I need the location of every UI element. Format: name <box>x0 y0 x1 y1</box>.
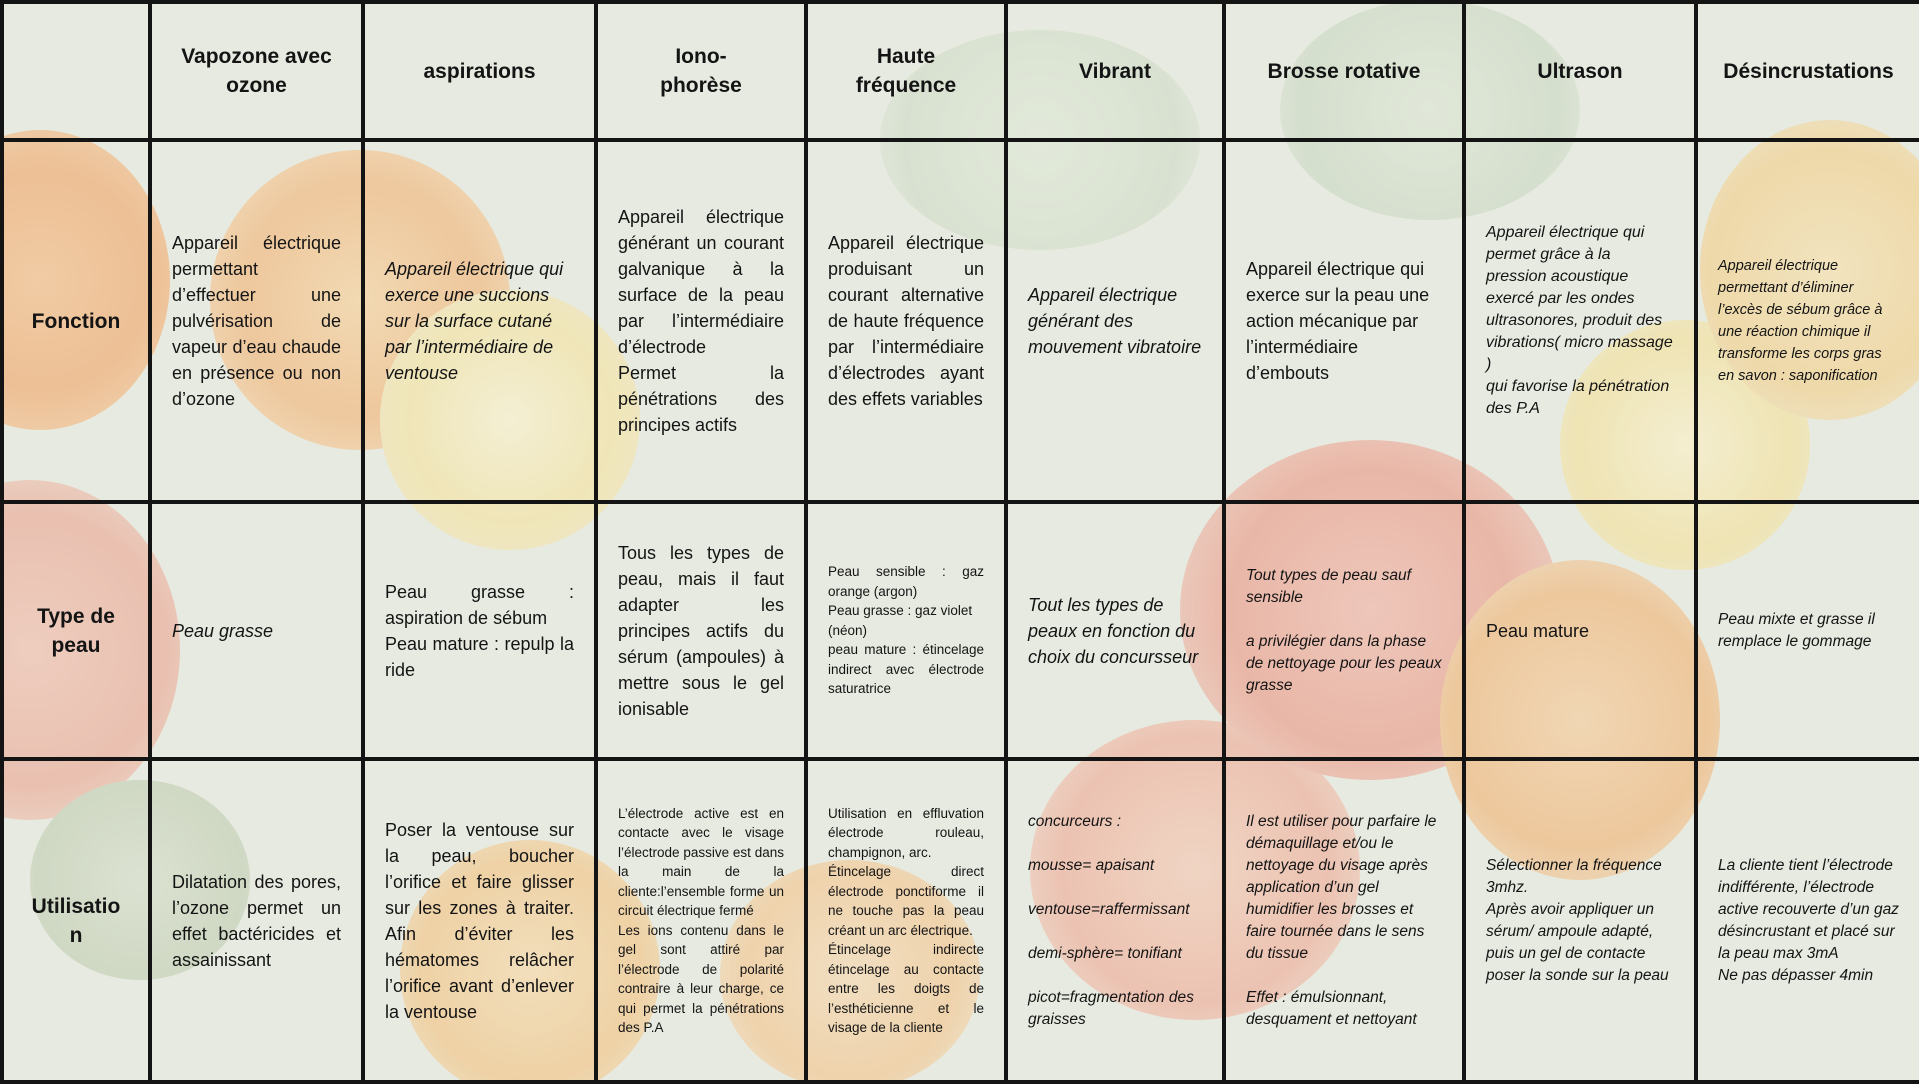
cell-fonction-vibrant: Appareil électrique générant des mouvement vibratoire <box>1006 140 1224 502</box>
cell-fonction-haute-frequence: Appareil électrique produisant un courant alternative de haute fréquence par l’intermédiaire d’électrodes ayant des effets variables <box>806 140 1006 502</box>
row-header-fonction: Fonction <box>2 140 150 502</box>
row-utilisation <box>2 759 1919 1082</box>
col-header-haute-frequence: Haute fréquence <box>806 2 1006 140</box>
cell-utilisation-haute-frequence: Utilisation en effluvation électrode rouleau, champignon, arc. Étincelage direct électrode ponctiforme il ne touche pas la peau créant un arc électrique. Étincelage indirecte étincelage au contacte entre les doigts de l’esthéticienne et le visage de la cliente <box>806 759 1006 1082</box>
cell-fonction-ultrason: Appareil électrique qui permet grâce à la pression acoustique exercé par les ondes ultrasonores, produit des vibrations( micro massage ) qui favorise la pénétration des P.A <box>1464 140 1696 502</box>
cell-type-vibrant: Tout les types de peaux en fonction du choix du concursseur <box>1006 502 1224 759</box>
cell-type-ultrason: Peau mature <box>1464 502 1696 759</box>
cell-type-ionophorese: Tous les types de peau, mais il faut adapter les principes actifs du sérum (ampoules) à mettre sous le gel ionisable <box>596 502 806 759</box>
row-type-de-peau <box>2 502 1919 759</box>
col-header-aspirations: aspirations <box>363 2 596 140</box>
row-fonction <box>2 140 1919 502</box>
cell-type-vapozone: Peau grasse <box>150 502 363 759</box>
cell-utilisation-ionophorese: L’électrode active est en contacte avec le visage l’électrode passive est dans la main de la cliente:l’ensemble forme un circuit électrique fermé Les ions contenu dans le gel sont attiré par l’électrode de polarité contraire à leur charge, ce qui permet la pénétrations des P.A <box>596 759 806 1082</box>
cell-utilisation-ultrason: Sélectionner la fréquence 3mhz. Après avoir appliquer un sérum/ ampoule adapté, puis un gel de contacte poser la sonde sur la peau <box>1464 759 1696 1082</box>
col-header-ultrason: Ultrason <box>1464 2 1696 140</box>
col-header-brosse-rotative: Brosse rotative <box>1224 2 1464 140</box>
cell-type-desincrustations: Peau mixte et grasse il remplace le gommage <box>1696 502 1919 759</box>
row-header-utilisation: Utilisatio n <box>2 759 150 1082</box>
col-header-vapozone: Vapozone avec ozone <box>150 2 363 140</box>
cell-type-aspirations: Peau grasse : aspiration de sébum Peau mature : repulp la ride <box>363 502 596 759</box>
col-header-vibrant: Vibrant <box>1006 2 1224 140</box>
cell-utilisation-aspirations: Poser la ventouse sur la peau, boucher l’orifice et faire glisser sur les zones à traiter. Afin d’éviter les hématomes relâcher l’orifice avant d’enlever la ventouse <box>363 759 596 1082</box>
cell-fonction-ionophorese: Appareil électrique générant un courant galvanique à la surface de la peau par l’intermédiaire d’électrode Permet la pénétrations des principes actifs <box>596 140 806 502</box>
corner-cell <box>2 2 150 140</box>
cell-utilisation-vapozone: Dilatation des pores, l’ozone permet un effet bactéricides et assainissant <box>150 759 363 1082</box>
cell-fonction-desincrustations: Appareil électrique permettant d’éliminer l’excès de sébum grâce à une réaction chimique il transforme les corps gras en savon : saponification <box>1696 140 1919 502</box>
cell-fonction-aspirations: Appareil électrique qui exerce une succions sur la surface cutané par l’intermédiaire de ventouse <box>363 140 596 502</box>
cell-fonction-brosse-rotative: Appareil électrique qui exerce sur la peau une action mécanique par l’intermédiaire d’embouts <box>1224 140 1464 502</box>
col-header-desincrustations: Désincrustations <box>1696 2 1919 140</box>
header-row <box>2 2 1919 140</box>
cell-type-brosse-rotative: Tout types de peau sauf sensible a privilégier dans la phase de nettoyage pour les peaux grasse <box>1224 502 1464 759</box>
cell-utilisation-brosse-rotative: Il est utiliser pour parfaire le démaquillage et/ou le nettoyage du visage après application d’un gel humidifier les brosses et faire tournée dans le sens du tissue Effet : émulsionnant, desquament et nettoyant <box>1224 759 1464 1082</box>
row-header-type-de-peau: Type de peau <box>2 502 150 759</box>
cell-utilisation-vibrant: concurceurs : mousse= apaisant ventouse=raffermissant demi-sphère= tonifiant picot=fragmentation des graisses <box>1006 759 1224 1082</box>
cell-fonction-vapozone: Appareil électrique permettant d’effectuer une pulvérisation de vapeur d’eau chaude en présence ou non d’ozone <box>150 140 363 502</box>
cell-type-haute-frequence: Peau sensible : gaz orange (argon) Peau grasse : gaz violet (néon) peau mature : étincelage indirect avec électrode saturatrice <box>806 502 1006 759</box>
col-header-ionophorese: Iono- phorèse <box>596 2 806 140</box>
cell-utilisation-desincrustations: La cliente tient l’électrode indifférente, l’électrode active recouverte d’un gaz désincrustant et placé sur la peau max 3mA Ne pas dépasser 4min <box>1696 759 1919 1082</box>
